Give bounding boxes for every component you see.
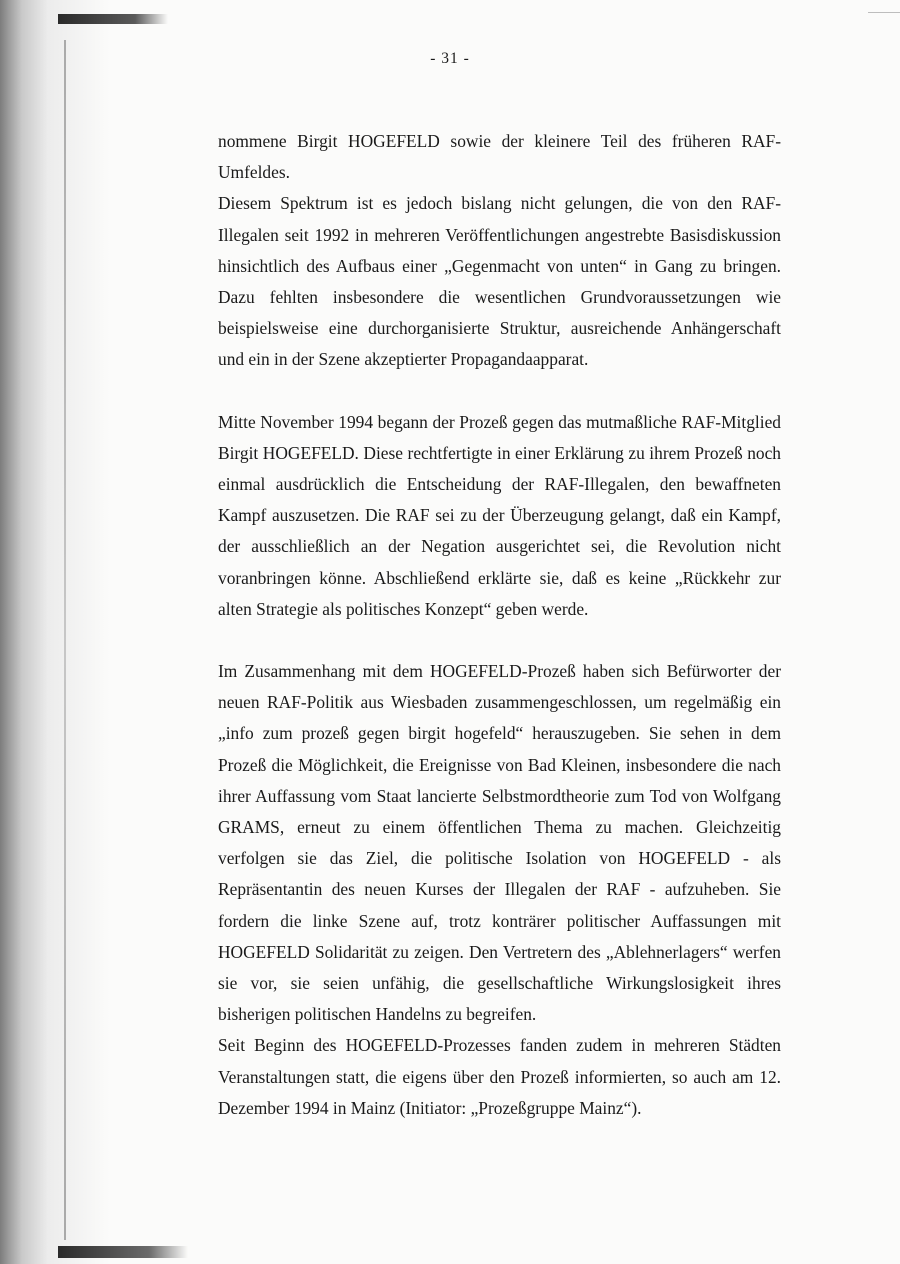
- page-number: - 31 -: [430, 50, 470, 67]
- paragraph-spektrum: Diesem Spektrum ist es jedoch bislang nicht gelungen, die von den RAF-Illegalen seit 1992 in mehreren Veröffentlichungen angestrebte Basisdiskussion hinsichtlich des Aufbaus einer „Gegenmacht von unten“ in Gang zu bringen. Dazu fehlten insbesondere die wesentlichen Grundvoraussetzungen wie beispielsweise eine durchorganisierte Struktur, ausreichende Anhängerschaft und ein in der Szene akzeptierter Propagandaapparat.: [218, 193, 781, 370]
- binding-shadow: [0, 0, 120, 1264]
- scan-edge-mark-right: [868, 0, 900, 13]
- binding-edge-line: [64, 40, 66, 1240]
- paragraph-veranstaltungen: Seit Beginn des HOGEFELD-Prozesses fanden zudem in mehreren Städten Veranstaltungen statt, die eigens über den Prozeß informierten, so auch am 12. Dezember 1994 in Mainz (Initiator: „Prozeßgruppe Mainz“).: [218, 1035, 781, 1118]
- paragraph-befuerworter: Im Zusammenhang mit dem HOGEFELD-Prozeß haben sich Befürworter der neuen RAF-Politik aus Wiesbaden zusammengeschlossen, um regelmäßig ein „info zum prozeß gegen birgit hogefeld“ herauszugeben. Sie sehen in dem Prozeß die Möglichkeit, die Ereignisse von Bad Kleinen, insbesondere die nach ihrer Auffassung vom Staat lancierte Selbstmordtheorie zum Tod von Wolfgang GRAMS, erneut zu einem öffentlichen Thema zu machen. Gleichzeitig verfolgen sie das Ziel, die politische Isolation von HOGEFELD - als Repräsentantin des neuen Kurses der Illegalen der RAF - aufzuheben. Sie fordern die linke Szene auf, trotz konträrer politischer Auffassungen mit HOGEFELD Solidarität zu zeigen. Den Vertretern des „Ablehnerlagers“ werfen sie vor, sie seien unfähig, die gesellschaftliche Wirkungslosigkeit ihres bisherigen politischen Handelns zu begreifen.: [218, 661, 781, 1025]
- paragraph-spacer: [218, 625, 781, 656]
- paragraph-prozess-beginn: Mitte November 1994 begann der Prozeß gegen das mutmaßliche RAF-Mitglied Birgit HOGEFELD. Diese rechtfertigte in einer Erklärung zu ihrem Prozeß noch einmal ausdrücklich die Entscheidung der RAF-Illegalen, den bewaffneten Kampf auszusetzen. Die RAF sei zu der Überzeugung gelangt, daß ein Kampf, der ausschließlich an der Negation ausgerichtet sei, die Revolution nicht voranbringen könne. Abschließend erklärte sie, daß es keine „Rückkehr zur alten Strategie als politisches Konzept“ geben werde.: [218, 411, 781, 619]
- paragraph-continuation: nommene Birgit HOGEFELD sowie der kleinere Teil des früheren RAF-Umfeldes.: [218, 131, 781, 183]
- scan-edge-mark-bottom: [58, 1246, 188, 1258]
- scan-edge-mark-top: [58, 14, 168, 24]
- body-text: [218, 126, 781, 1124]
- paragraph-spacer: [218, 376, 781, 407]
